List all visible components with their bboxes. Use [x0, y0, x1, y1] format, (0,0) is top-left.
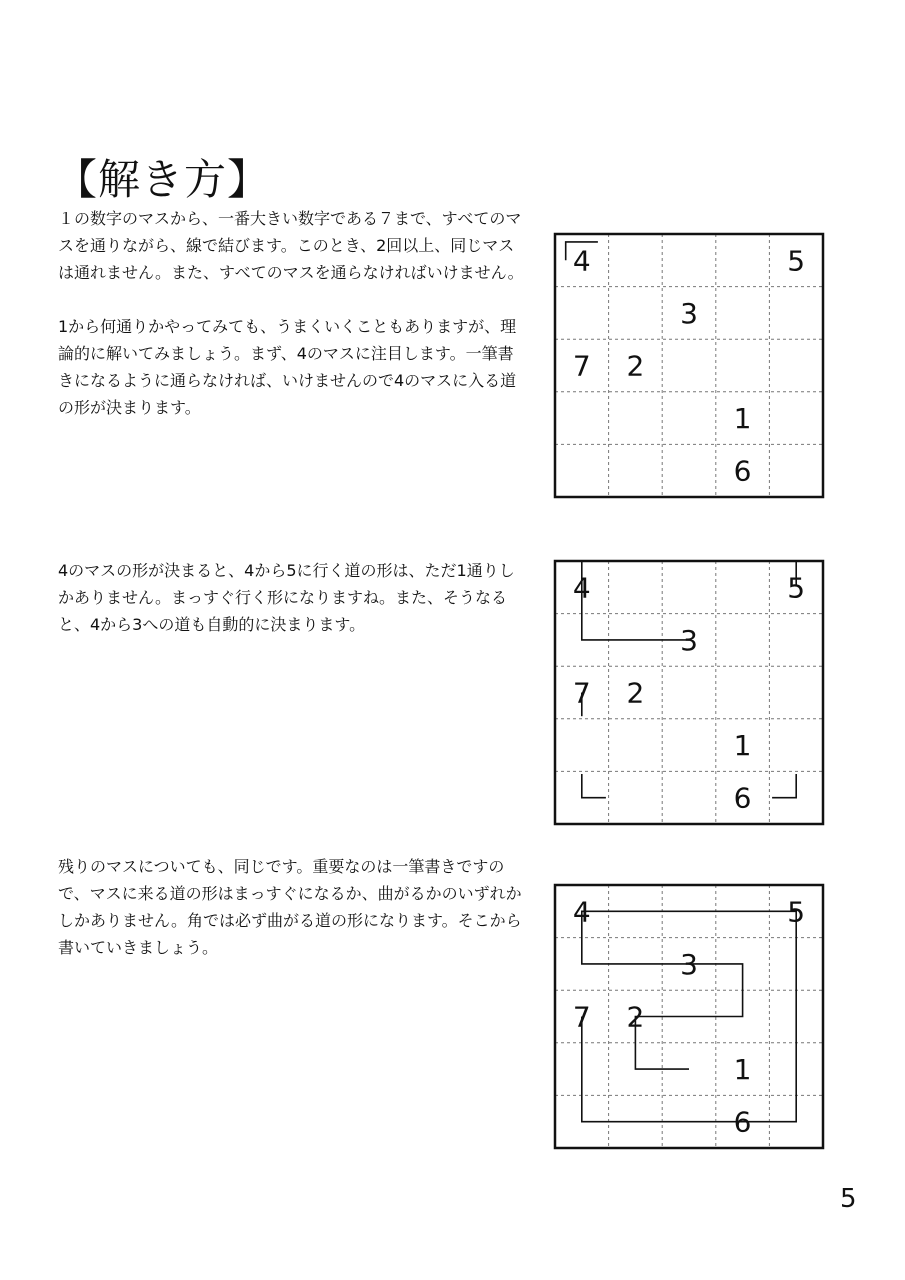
clue-number-3: 3: [680, 623, 698, 657]
solution-path-segment: [582, 911, 796, 1121]
clue-number-2: 2: [626, 1000, 645, 1034]
strategy-paragraph: 1から何通りかやってみても、うまくいくこともありますが、理論的に解いてみましょう。まず、4のマスに注目します。一筆書きになるように通らなければ、いけませんので4のマスに入る道の形が決まります。: [58, 317, 517, 417]
puzzle-grid-stage-2: [554, 560, 824, 825]
clue-number-6: 6: [733, 1105, 752, 1139]
clue-number-6: 6: [733, 781, 752, 815]
puzzle-grid-stage-1: [554, 233, 824, 498]
grid-svg: [554, 884, 824, 1149]
intro-section: [58, 205, 528, 421]
clue-number-4: 4: [572, 571, 591, 605]
step-three-paragraph: 残りのマスについても、同じです。重要なのは一筆書きですので、マスに来る道の形はまっすぐになるか、曲がるかのいずれかしかありません。角では必ず曲がる道の形になります。そこから書いていきましょう。: [58, 857, 522, 957]
solution-path-segment: [772, 774, 796, 798]
clue-number-1: 1: [733, 1053, 752, 1087]
grid-border: [555, 561, 823, 824]
grid-border: [555, 234, 823, 497]
page-title: 【解き方】: [55, 155, 271, 205]
clue-number-2: 2: [626, 349, 645, 383]
clue-number-7: 7: [572, 1000, 591, 1034]
clue-number-3: 3: [680, 947, 698, 981]
solution-path-segment: [582, 561, 689, 640]
clue-number-1: 1: [733, 729, 752, 763]
clue-number-5: 5: [787, 244, 806, 278]
grid-svg: [554, 233, 824, 498]
step-three-section: [58, 853, 528, 961]
page-number: 5: [840, 1184, 857, 1214]
clue-number-7: 7: [572, 676, 591, 710]
clue-number-3: 3: [680, 296, 698, 330]
clue-number-6: 6: [733, 454, 752, 488]
grid-svg: [554, 560, 824, 825]
clue-number-5: 5: [787, 571, 806, 605]
clue-number-4: 4: [572, 244, 591, 278]
clue-number-2: 2: [626, 676, 645, 710]
clue-number-4: 4: [572, 895, 591, 929]
puzzle-grid-stage-3: [554, 884, 824, 1149]
rules-paragraph: １の数字のマスから、一番大きい数字である７まで、すべてのマスを通りながら、線で結びます。このとき、2回以上、同じマスは通れません。また、すべてのマスを通らなければいけません。: [58, 209, 524, 282]
clue-number-5: 5: [787, 895, 806, 929]
clue-number-1: 1: [733, 402, 752, 436]
step-two-paragraph: 4のマスの形が決まると、4から5に行く道の形は、ただ1通りしかありません。まっすぐ行く形になりますね。また、そうなると、4から3への道も自動的に決まります。: [58, 561, 515, 634]
solution-path-segment: [582, 774, 606, 798]
step-two-section: [58, 557, 528, 638]
clue-number-7: 7: [572, 349, 591, 383]
